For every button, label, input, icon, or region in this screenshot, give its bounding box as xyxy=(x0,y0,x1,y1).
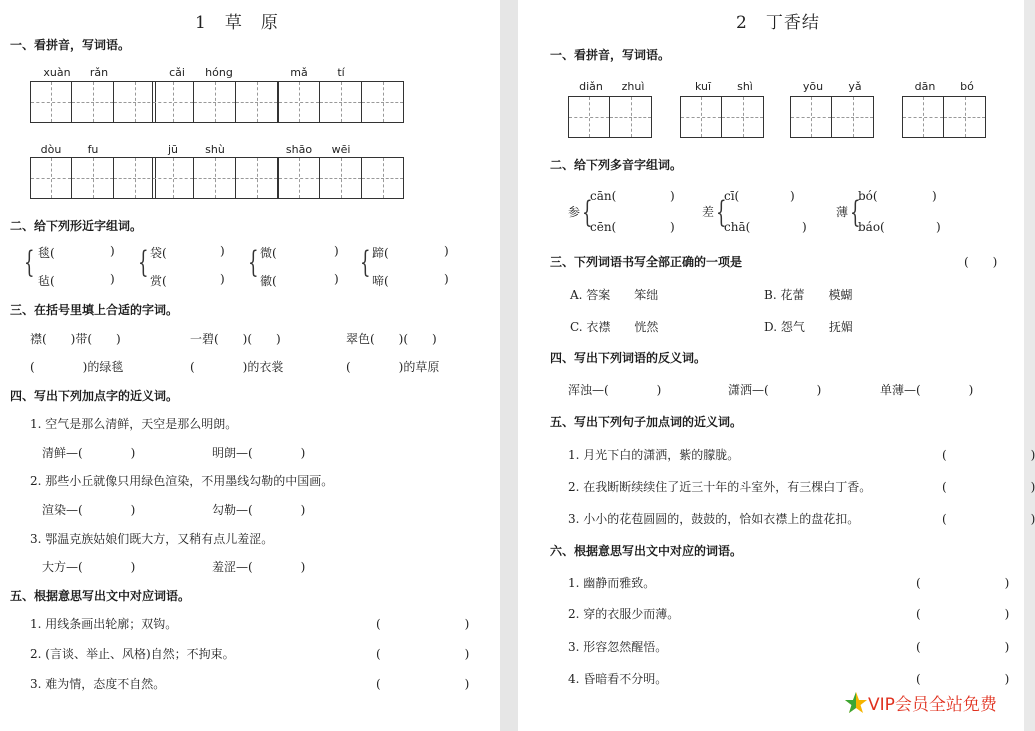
question: 4. 昏暗看不分明。 xyxy=(568,672,668,686)
answer-blank: 明朗—( ) xyxy=(212,446,306,460)
pinyin: yōu xyxy=(802,80,824,93)
answer-paren: ( ) xyxy=(916,640,1010,654)
question: 3. 形容忽然醒悟。 xyxy=(568,640,668,654)
tianzige-box[interactable] xyxy=(680,96,764,138)
answer-paren: ( ) xyxy=(942,480,1035,494)
answer-paren: ( ) xyxy=(916,607,1010,621)
fill-item: 一碧( )( ) xyxy=(190,332,281,346)
answer-paren: ( ) xyxy=(916,576,1010,590)
section-3-heading: 三、下列词语书写全部正确的一项是 xyxy=(550,255,743,269)
fill-item: ( )的绿毯 xyxy=(30,360,124,374)
pinyin: tí xyxy=(337,66,345,79)
tianzige-box[interactable] xyxy=(902,96,986,138)
fill-item: 翠色( )( ) xyxy=(346,332,437,346)
antonym-item: 单薄—( ) xyxy=(880,383,974,397)
answer-paren: ( ) xyxy=(964,255,998,269)
pinyin: hóng xyxy=(205,66,233,79)
tianzige-box[interactable] xyxy=(30,81,156,123)
left-page: 1 草 原 一、看拼音，写词语。 xuàn rǎn cǎi hóng mǎ tí dòu fu jū shù shāo wēi 二、给下列形近字组词。 { 毯( 毡( ) ) { 袋( 赏( ) ) { 微( 徽( ) ) { 蹄( 啼( ) ) 三、在括号里填上合适的字词。 襟( )带( ) 一碧( )( ) 翠色( )( ) ( )的绿毯 ( )的衣裳 ( )的草原 四、写出下列加点字的近义词。 1. 空气是那么清鲜，天空是那么明朗。 清鲜—( ) 明朗—( ) 2. 那些小丘就像只用绿色渲染，不用墨线勾勒的中国画。 渲染—( ) 勾勒—( ) 3. 鄂温克族姑娘们既大方，又稍有点儿羞涩。 大方—( ) 羞涩—( ) 五、根据意思写出文中对应词语。 1. 用线条画出轮廓；双钩。 ( ) 2. (言谈、举止、风格)自然；不拘束。 ( ) 3. 难为情，态度不自然。 ( ) xyxy=(0,0,500,731)
question: 2. (言谈、举止、风格)自然；不拘束。 xyxy=(30,647,235,661)
pinyin: dòu xyxy=(40,143,62,156)
question: 2. 那些小丘就像只用绿色渲染，不用墨线勾勒的中国画。 xyxy=(30,474,334,488)
tianzige-box[interactable] xyxy=(278,157,404,199)
page-gutter xyxy=(500,0,518,731)
tianzige-box[interactable] xyxy=(30,157,156,199)
pinyin: shāo xyxy=(285,143,313,156)
pinyin: mǎ xyxy=(290,66,308,79)
tianzige-box[interactable] xyxy=(152,157,278,199)
answer-paren: ( ) xyxy=(942,512,1035,526)
answer-paren: ( ) xyxy=(376,677,470,691)
answer-blank: 羞涩—( ) xyxy=(212,560,306,574)
question: 1. 空气是那么清鲜，天空是那么明朗。 xyxy=(30,417,238,431)
section-1-heading: 一、看拼音，写词语。 xyxy=(550,48,671,62)
answer-blank: 清鲜—( ) xyxy=(42,446,136,460)
option-b: B. 花蕾 模蝴 xyxy=(764,288,853,302)
pinyin: shù xyxy=(205,143,225,156)
word-item: 袋( xyxy=(150,246,167,260)
section-6-heading: 六、根据意思写出文中对应的词语。 xyxy=(550,544,743,558)
tianzige-box[interactable] xyxy=(790,96,874,138)
word-item: 蹄( xyxy=(372,246,389,260)
section-4-heading: 四、写出下列加点字的近义词。 xyxy=(10,389,179,403)
tianzige-box[interactable] xyxy=(278,81,404,123)
answer-paren: ( ) xyxy=(916,672,1010,686)
pinyin: kuī xyxy=(694,80,712,93)
reading: bó( xyxy=(858,189,878,203)
pinyin: rǎn xyxy=(89,66,109,79)
word-item: 啼( xyxy=(372,274,389,288)
pinyin: yǎ xyxy=(848,80,862,93)
option-a: A. 答案 笨绌 xyxy=(570,288,659,302)
page-title: 2 丁香结 xyxy=(736,13,820,33)
word-item: 赏( xyxy=(150,274,167,288)
vip-watermark xyxy=(844,690,997,715)
answer-blank: 大方—( ) xyxy=(42,560,136,574)
section-5-heading: 五、根据意思写出文中对应词语。 xyxy=(10,589,191,603)
reading: cān( xyxy=(590,189,617,203)
word-item: 徽( xyxy=(260,274,277,288)
word-item: 毯( xyxy=(38,246,55,260)
fill-item: ( )的衣裳 xyxy=(190,360,284,374)
pinyin: dān xyxy=(914,80,936,93)
star-icon xyxy=(844,691,868,715)
brace-icon: { xyxy=(138,245,149,280)
brace-icon: { xyxy=(716,195,727,230)
pinyin: xuàn xyxy=(43,66,71,79)
answer-blank: 渲染—( ) xyxy=(42,503,136,517)
option-d: D. 怨气 抚媚 xyxy=(764,320,853,334)
fill-item: 襟( )带( ) xyxy=(30,332,121,346)
pinyin: diǎn xyxy=(579,80,603,93)
page-title: 1 草 原 xyxy=(195,13,279,33)
question: 3. 鄂温克族姑娘们既大方，又稍有点儿羞涩。 xyxy=(30,532,274,546)
word-item: 微( xyxy=(260,246,277,260)
brace-icon: { xyxy=(24,245,35,280)
pinyin: jū xyxy=(167,143,179,156)
word-item: 毡( xyxy=(38,274,55,288)
answer-paren: ( ) xyxy=(376,647,470,661)
pinyin: bó xyxy=(960,80,974,93)
question: 1. 月光下白的潇洒，紫的朦胧。 xyxy=(568,448,740,462)
brace-icon: { xyxy=(850,195,861,230)
watermark-text: VIP会员全站免费 xyxy=(868,695,997,715)
polyphone-char: 薄 xyxy=(836,205,849,219)
section-2-heading: 二、给下列多音字组词。 xyxy=(550,158,683,172)
brace-icon: { xyxy=(248,245,259,280)
tianzige-box[interactable] xyxy=(152,81,278,123)
pinyin: cǎi xyxy=(169,66,185,79)
brace-icon: { xyxy=(582,195,593,230)
right-page: 2 丁香结 一、看拼音，写词语。 diǎn zhuì kuī shì yōu yǎ dān bó 二、给下列多音字组词。 参 { cān( cēn( ) ) 差 { cī( chā( ) ) 薄 { bó( báo( ) ) 三、下列词语书写全部正确的一项是 ( ) A. 答案 笨绌 B. 花蕾 模蝴 C. 衣襟 恍然 D. 怨气 抚媚 四、写出下列词语的反义词。 浑浊—( ) 潇洒—( ) 单薄—( ) 五、写出下列句子加点词的近义词。 1. 月光下白的潇洒，紫的朦胧。 ( ) 2. 在我断断续续住了近三十年的斗室外，有三棵白丁香。 ( ) 3. 小小的花苞圆圆的，鼓鼓的，恰如衣襟上的盘花扣。 ( ) 六、根据意思写出文中对应的词语。 1. 幽静而雅致。 ( ) 2. 穿的衣服少而薄。 ( ) 3. 形容忽然醒悟。 ( ) 4. 昏暗看不分明。 ( ) VIP会员全站免费 xyxy=(518,0,1024,731)
section-3-heading: 三、在括号里填上合适的字词。 xyxy=(10,303,179,317)
pinyin: zhuì xyxy=(621,80,645,93)
section-4-heading: 四、写出下列词语的反义词。 xyxy=(550,351,707,365)
section-5-heading: 五、写出下列句子加点词的近义词。 xyxy=(550,415,743,429)
pinyin: shì xyxy=(737,80,753,93)
question: 1. 幽静而雅致。 xyxy=(568,576,656,590)
reading: cēn( xyxy=(590,220,617,234)
antonym-item: 潇洒—( ) xyxy=(728,383,822,397)
reading: chā( xyxy=(724,220,751,234)
option-c: C. 衣襟 恍然 xyxy=(570,320,659,334)
polyphone-char: 参 xyxy=(568,205,581,219)
question: 3. 小小的花苞圆圆的，鼓鼓的，恰如衣襟上的盘花扣。 xyxy=(568,512,860,526)
brace-icon: { xyxy=(360,245,371,280)
tianzige-box[interactable] xyxy=(568,96,652,138)
answer-paren: ( ) xyxy=(376,617,470,631)
section-2-heading: 二、给下列形近字组词。 xyxy=(10,219,143,233)
question: 2. 在我断断续续住了近三十年的斗室外，有三棵白丁香。 xyxy=(568,480,872,494)
answer-blank: 勾勒—( ) xyxy=(212,503,306,517)
reading: báo( xyxy=(858,220,885,234)
pinyin: wēi xyxy=(331,143,351,156)
question: 2. 穿的衣服少而薄。 xyxy=(568,607,680,621)
question: 1. 用线条画出轮廓；双钩。 xyxy=(30,617,178,631)
answer-paren: ( ) xyxy=(942,448,1035,462)
section-1-heading: 一、看拼音，写词语。 xyxy=(10,38,131,52)
polyphone-char: 差 xyxy=(702,205,715,219)
pinyin: fu xyxy=(87,143,99,156)
question: 3. 难为情，态度不自然。 xyxy=(30,677,166,691)
reading: cī( xyxy=(724,189,740,203)
antonym-item: 浑浊—( ) xyxy=(568,383,662,397)
fill-item: ( )的草原 xyxy=(346,360,440,374)
